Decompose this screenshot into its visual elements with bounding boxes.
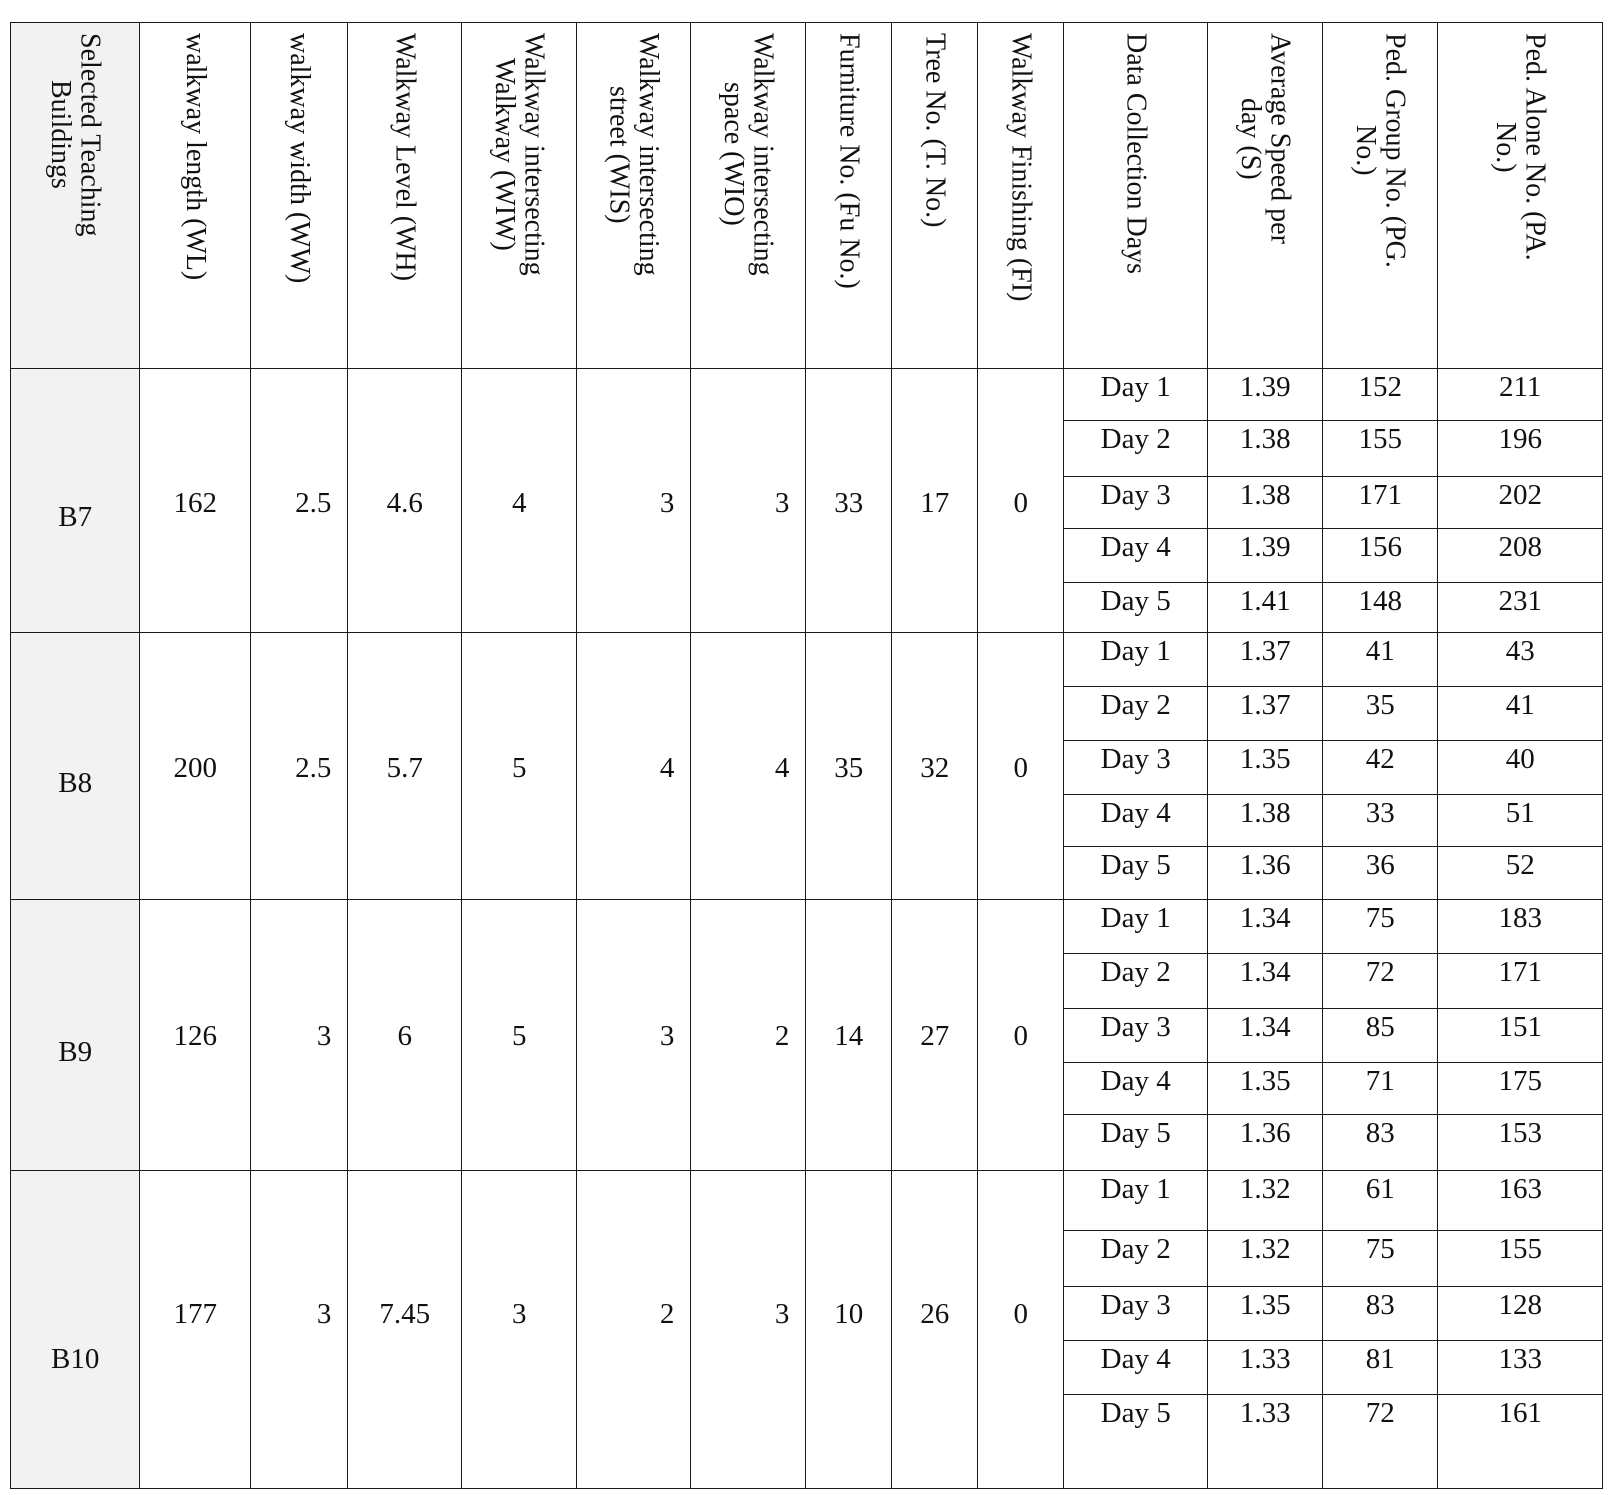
average-speed-cell: 1.34: [1207, 1008, 1323, 1063]
walkway-intersecting-walkway-cell: 3: [461, 1170, 577, 1489]
collection-day-cell: Day 1: [1063, 1170, 1208, 1231]
average-speed-cell: 1.39: [1207, 528, 1323, 583]
average-speed-cell: 1.34: [1207, 899, 1323, 954]
header-label: Walkway Level (WH): [389, 33, 421, 282]
ped-group-count-cell: 81: [1322, 1340, 1438, 1395]
header-ped-group-count: [1322, 22, 1438, 369]
collection-day-cell: Day 3: [1063, 476, 1208, 529]
ped-alone-count-cell: 163: [1437, 1170, 1603, 1231]
ped-group-count-cell: 155: [1322, 420, 1438, 477]
ped-group-count-cell: 72: [1322, 1394, 1438, 1489]
furniture-count-cell: 33: [805, 368, 892, 633]
header-label: Ped. Alone No. (PA. No.): [1490, 33, 1551, 261]
header-tree-count: [891, 22, 978, 369]
walkway-intersecting-space-cell: 3: [690, 1170, 806, 1489]
average-speed-cell: 1.35: [1207, 740, 1323, 795]
header-label: Tree No. (T. No.): [919, 33, 951, 228]
ped-group-count-cell: 75: [1322, 899, 1438, 954]
walkway-width-cell: 3: [250, 899, 348, 1171]
header-label: Furniture No. (Fu No.): [833, 33, 865, 289]
average-speed-cell: 1.35: [1207, 1062, 1323, 1115]
tree-count-cell: 26: [891, 1170, 978, 1489]
collection-day-cell: Day 5: [1063, 1394, 1208, 1489]
furniture-count-cell: 14: [805, 899, 892, 1171]
collection-day-cell: Day 2: [1063, 953, 1208, 1009]
walkway-intersecting-street-cell: 2: [576, 1170, 691, 1489]
collection-day-cell: Day 5: [1063, 582, 1208, 633]
header-label: Walkway intersecting space (WIO): [718, 33, 779, 276]
header-walkway-level: [347, 22, 462, 369]
ped-group-count-cell: 85: [1322, 1008, 1438, 1063]
collection-day-cell: Day 3: [1063, 1008, 1208, 1063]
collection-day-cell: Day 5: [1063, 846, 1208, 900]
average-speed-cell: 1.32: [1207, 1230, 1323, 1287]
ped-alone-count-cell: 211: [1437, 368, 1603, 421]
ped-alone-count-cell: 40: [1437, 740, 1603, 795]
header-furniture-count: [805, 22, 892, 369]
walkway-intersecting-walkway-cell: 5: [461, 899, 577, 1171]
ped-group-count-cell: 83: [1322, 1114, 1438, 1171]
walkway-intersecting-walkway-cell: 4: [461, 368, 577, 633]
ped-alone-count-cell: 231: [1437, 582, 1603, 633]
average-speed-cell: 1.38: [1207, 476, 1323, 529]
header-label: Selected Teaching Buildings: [45, 33, 106, 237]
ped-alone-count-cell: 128: [1437, 1286, 1603, 1341]
collection-day-cell: Day 1: [1063, 368, 1208, 421]
ped-alone-count-cell: 51: [1437, 794, 1603, 847]
ped-alone-count-cell: 133: [1437, 1340, 1603, 1395]
header-walkway-intersecting-space: [690, 22, 806, 369]
average-speed-cell: 1.33: [1207, 1394, 1323, 1489]
walkway-data-table: [10, 22, 1602, 1488]
header-label: Walkway intersecting Walkway (WIW): [489, 33, 550, 276]
tree-count-cell: 32: [891, 632, 978, 900]
header-walkway-intersecting-walkway: [461, 22, 577, 369]
collection-day-cell: Day 5: [1063, 1114, 1208, 1171]
walkway-level-cell: 7.45: [347, 1170, 462, 1489]
header-walkway-finishing: [977, 22, 1064, 369]
average-speed-cell: 1.37: [1207, 632, 1323, 687]
collection-day-cell: Day 2: [1063, 420, 1208, 477]
ped-group-count-cell: 42: [1322, 740, 1438, 795]
header-walkway-width: [250, 22, 348, 369]
header-label: Ped. Group No. (PG. No.): [1350, 33, 1411, 268]
walkway-intersecting-street-cell: 3: [576, 368, 691, 633]
walkway-intersecting-street-cell: 4: [576, 632, 691, 900]
ped-alone-count-cell: 43: [1437, 632, 1603, 687]
ped-group-count-cell: 36: [1322, 846, 1438, 900]
average-speed-cell: 1.37: [1207, 686, 1323, 741]
walkway-width-cell: 2.5: [250, 368, 348, 633]
walkway-length-cell: 177: [139, 1170, 251, 1489]
ped-group-count-cell: 71: [1322, 1062, 1438, 1115]
header-walkway-intersecting-street: [576, 22, 691, 369]
walkway-intersecting-street-cell: 3: [576, 899, 691, 1171]
ped-alone-count-cell: 175: [1437, 1062, 1603, 1115]
average-speed-cell: 1.38: [1207, 794, 1323, 847]
ped-alone-count-cell: 155: [1437, 1230, 1603, 1287]
average-speed-cell: 1.34: [1207, 953, 1323, 1009]
collection-day-cell: Day 1: [1063, 632, 1208, 687]
ped-alone-count-cell: 161: [1437, 1394, 1603, 1489]
ped-group-count-cell: 41: [1322, 632, 1438, 687]
header-label: Data Collection Days: [1120, 33, 1152, 275]
walkway-length-cell: 126: [139, 899, 251, 1171]
header-walkway-length: [139, 22, 251, 369]
ped-group-count-cell: 61: [1322, 1170, 1438, 1231]
header-collection-day: [1063, 22, 1208, 369]
furniture-count-cell: 10: [805, 1170, 892, 1489]
ped-alone-count-cell: 183: [1437, 899, 1603, 954]
header-label: Walkway Finishing (FI): [1005, 33, 1037, 302]
average-speed-cell: 1.38: [1207, 420, 1323, 477]
average-speed-cell: 1.39: [1207, 368, 1323, 421]
walkway-finishing-cell: 0: [977, 1170, 1064, 1489]
average-speed-cell: 1.41: [1207, 582, 1323, 633]
ped-group-count-cell: 33: [1322, 794, 1438, 847]
furniture-count-cell: 35: [805, 632, 892, 900]
collection-day-cell: Day 4: [1063, 1340, 1208, 1395]
collection-day-cell: Day 4: [1063, 794, 1208, 847]
header-label: Walkway intersecting street (WIS): [603, 33, 665, 276]
header-label: Average Speed per day (S): [1235, 33, 1296, 244]
building-cell: B7: [10, 368, 140, 633]
collection-day-cell: Day 3: [1063, 1286, 1208, 1341]
ped-alone-count-cell: 208: [1437, 528, 1603, 583]
average-speed-cell: 1.33: [1207, 1340, 1323, 1395]
ped-alone-count-cell: 41: [1437, 686, 1603, 741]
walkway-finishing-cell: 0: [977, 368, 1064, 633]
header-building-name: [10, 22, 140, 369]
walkway-level-cell: 4.6: [347, 368, 462, 633]
header-label: walkway length (WL): [179, 33, 211, 281]
walkway-finishing-cell: 0: [977, 632, 1064, 900]
ped-group-count-cell: 152: [1322, 368, 1438, 421]
collection-day-cell: Day 4: [1063, 1062, 1208, 1115]
tree-count-cell: 27: [891, 899, 978, 1171]
collection-day-cell: Day 2: [1063, 1230, 1208, 1287]
walkway-level-cell: 6: [347, 899, 462, 1171]
ped-group-count-cell: 148: [1322, 582, 1438, 633]
walkway-intersecting-space-cell: 3: [690, 368, 806, 633]
walkway-width-cell: 2.5: [250, 632, 348, 900]
header-label: walkway width (WW): [283, 33, 315, 284]
ped-group-count-cell: 72: [1322, 953, 1438, 1009]
collection-day-cell: Day 2: [1063, 686, 1208, 741]
building-cell: B8: [10, 632, 140, 900]
average-speed-cell: 1.36: [1207, 1114, 1323, 1171]
walkway-intersecting-space-cell: 4: [690, 632, 806, 900]
ped-group-count-cell: 171: [1322, 476, 1438, 529]
ped-alone-count-cell: 151: [1437, 1008, 1603, 1063]
header-average-speed: [1207, 22, 1323, 369]
walkway-intersecting-space-cell: 2: [690, 899, 806, 1171]
ped-alone-count-cell: 153: [1437, 1114, 1603, 1171]
ped-group-count-cell: 35: [1322, 686, 1438, 741]
collection-day-cell: Day 1: [1063, 899, 1208, 954]
walkway-finishing-cell: 0: [977, 899, 1064, 1171]
ped-alone-count-cell: 171: [1437, 953, 1603, 1009]
header-ped-alone-count: [1437, 22, 1603, 369]
ped-alone-count-cell: 202: [1437, 476, 1603, 529]
average-speed-cell: 1.35: [1207, 1286, 1323, 1341]
ped-group-count-cell: 83: [1322, 1286, 1438, 1341]
collection-day-cell: Day 3: [1063, 740, 1208, 795]
ped-alone-count-cell: 52: [1437, 846, 1603, 900]
walkway-level-cell: 5.7: [347, 632, 462, 900]
tree-count-cell: 17: [891, 368, 978, 633]
average-speed-cell: 1.32: [1207, 1170, 1323, 1231]
ped-alone-count-cell: 196: [1437, 420, 1603, 477]
building-cell: B10: [10, 1170, 140, 1489]
walkway-length-cell: 162: [139, 368, 251, 633]
walkway-width-cell: 3: [250, 1170, 348, 1489]
ped-group-count-cell: 75: [1322, 1230, 1438, 1287]
collection-day-cell: Day 4: [1063, 528, 1208, 583]
walkway-length-cell: 200: [139, 632, 251, 900]
building-cell: B9: [10, 899, 140, 1171]
walkway-intersecting-walkway-cell: 5: [461, 632, 577, 900]
average-speed-cell: 1.36: [1207, 846, 1323, 900]
ped-group-count-cell: 156: [1322, 528, 1438, 583]
